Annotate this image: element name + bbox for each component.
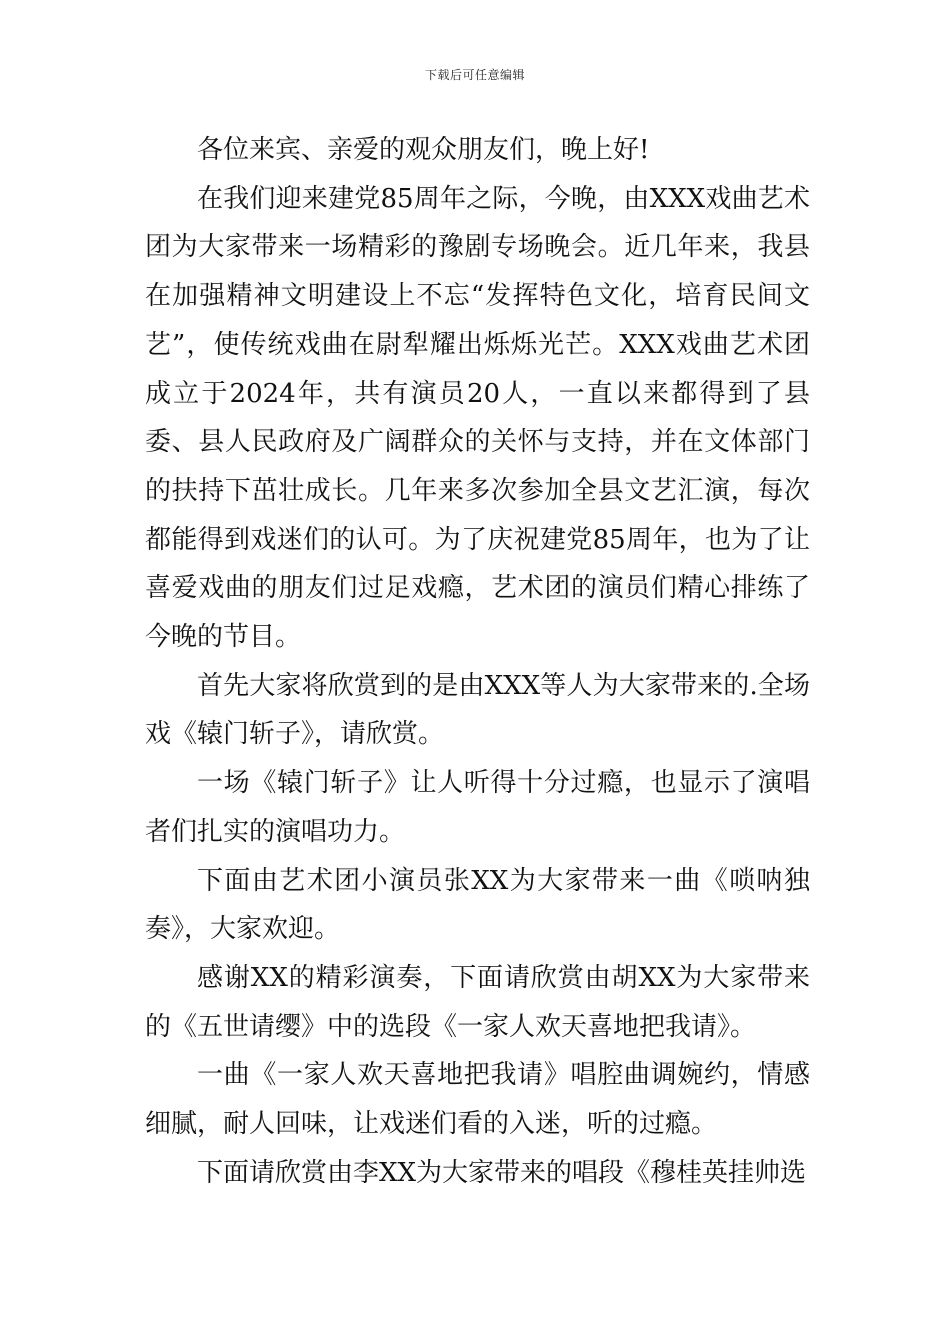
paragraph-greeting: 各位来宾、亲爱的观众朋友们，晚上好! <box>197 135 650 165</box>
paragraph-first-comment: 一场《辕门斩子》让人听得十分过瘾，也显示了演唱者们扎实的演唱功力。 <box>145 768 810 847</box>
paragraph-third-program: 感谢XX的精彩演奏，下面请欣赏由胡XX为大家带来的《五世请缨》中的选段《一家人欢天喜地把我请》。 <box>145 962 810 1042</box>
paragraph-second-program: 下面由艺术团小演员张XX为大家带来一曲《唢呐独奏》，大家欢迎。 <box>145 865 810 945</box>
paragraph-introduction: 在我们迎来建党85周年之际，今晚，由XXX戏曲艺术团为大家带来一场精彩的豫剧专场晚会。近几年来，我县在加强精神文明建设上不忘“发挥特色文化，培育民间文艺”，使传统戏曲在尉犁耀出烁烁光芒。XXX戏曲艺术团成立于2024年，共有演员20人，一直以来都得到了县委、县人民政府及广阔群众的关怀与支持，并在文体部门的扶持下茁壮成长。几年来多次参加全县文艺汇演，每次都能得到戏迷们的认可。为了庆祝建党85周年，也为了让喜爱戏曲的朋友们过足戏瘾，艺术团的演员们精心排练了今晚的节目。 <box>145 183 810 653</box>
header-note: 下载后可任意编辑 <box>424 68 525 82</box>
paragraph-third-comment: 一曲《一家人欢天喜地把我请》唱腔曲调婉约，情感细腻，耐人回味，让戏迷们看的入迷，听的过瘾。 <box>145 1060 810 1140</box>
document-body <box>145 126 810 1197</box>
paragraph-first-program: 首先大家将欣赏到的是由XXX等人为大家带来的.全场戏《辕门斩子》，请欣赏。 <box>145 670 810 750</box>
paragraph-fourth-program: 下面请欣赏由李XX为大家带来的唱段《穆桂英挂帅选 <box>197 1157 807 1188</box>
